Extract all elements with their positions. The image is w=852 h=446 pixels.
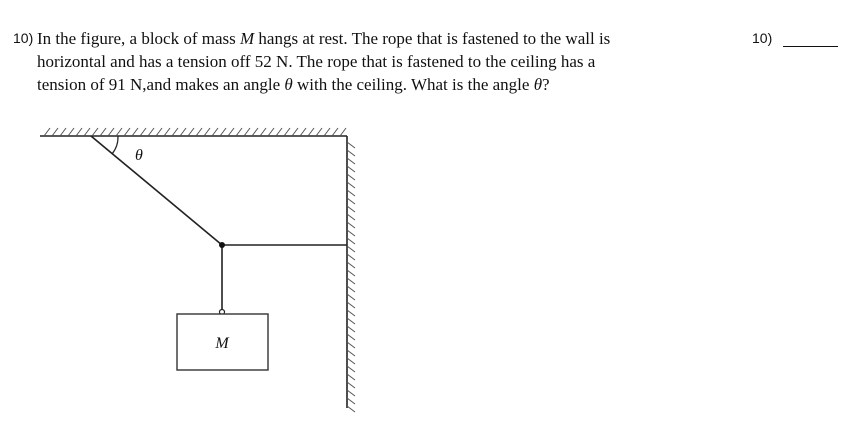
question-text-segment: hangs at rest. The rope that is fastened to the wall is [254,29,611,48]
mass-symbol: M [240,29,255,48]
answer-label: 10) [752,30,773,46]
angle-symbol: θ [533,75,543,94]
question-text-segment: In the figure, a block of mass [37,29,240,48]
question-text-segment: horizontal and has a tension off 52 N. The rope that is fastened to the ceiling has a [37,52,596,71]
question-text-segment: tension of 91 N,and makes an angle [37,75,285,94]
rope-knot [219,242,225,248]
angle-label: θ [135,147,143,164]
question-number: 10) [13,30,34,46]
question-text-segment: ? [542,75,550,94]
angle-symbol: θ [284,75,293,94]
ceiling-rope [91,136,222,245]
wall-hatching [347,142,355,412]
angle-arc [112,136,118,154]
ceiling-hatching [44,128,346,136]
mass-label: M [215,335,229,352]
question-text-segment: with the ceiling. What is the angle [292,75,534,94]
